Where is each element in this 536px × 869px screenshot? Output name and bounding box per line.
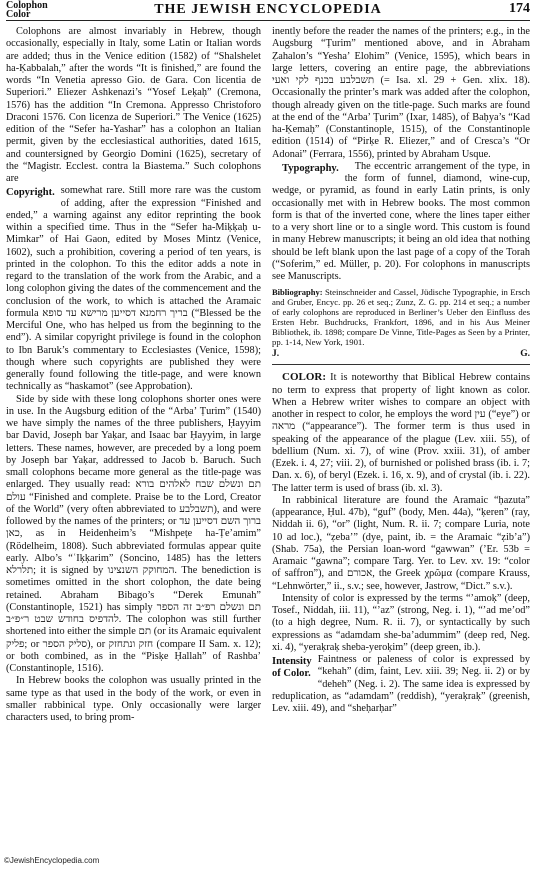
section-label-line1: Colophon	[6, 0, 48, 11]
paragraph-copyright	[6, 185, 261, 393]
paragraph-copyright-text: somewhat rare. Still more rare was the custom of adding, after the expression “Finished and ended,” a warning against any editor reprinting the book within a specified time. Thus in the “Sefer ha-Miḳḳaḥ u-Mimkar” of Hai Gaon, edited by Moses Mintz (Venice, 1602), such a prohibition, covering a period of ten years, is printed in the colophon. To this the editor adds a note in regard to the translation of the work from the Arabic, and a long colophon giving the dates of the commencement and the conclusion of the work, to which is attached the Aramaic formula בריך רחמנא דסייען מרישא עד סופא (“Blessed be the Merciful One, who has helped us from the beginning to the end”). A similar copyright privilege is found in the colophon to Ibn Baruk’s commentary to Ecclesiastes (Venice, 1598); though where such copyrights are published they were generally found following the title-page, and were known technically as “haskamot” (see Approbation).	[6, 185, 261, 393]
color-entry-heading: COLOR:	[282, 371, 326, 384]
left-column	[6, 26, 261, 724]
paragraph-typography	[272, 161, 530, 284]
entry-divider	[272, 364, 530, 365]
right-column	[272, 26, 530, 715]
paragraph-faintness	[272, 654, 530, 715]
paragraph-typography-text: The eccentric arrangement of the type, in the form of funnel, diamond, wine-cup, wedge, or pyramid, as found in early Latin prints, is only occasionally met with in Hebrew books. The most common form is that of the inverted cone, where the lines taper either to a very short line or to a single word. This custom is found in many Hebrew manuscripts; it being an old idea that nothing should be left blank upon the last page of a copy of the Torah (“Soferim,” ed. Müller, p. 20). For colophons in manuscripts see Manuscripts.	[272, 160, 530, 282]
paragraph-color-intro	[272, 371, 530, 495]
page-header	[6, 0, 530, 21]
intensity-sidehead-line1: Intensity	[272, 656, 312, 667]
paragraph-color-intro-text: It is noteworthy that Biblical Hebrew contains no term to express that property of light known as color. When a Hebrew writer wishes to compare an object with another in respect to color, he employs the word עין (“eye”) or מראה (“appearance”). The former term is thus used in speaking of the appearance of the plague (Lev. xiii. 55), of bdellium (Num. xi. 7), of wine (Prov. xxiii. 31), of amber (Ezek. i. 4, 27; viii. 2), of burnished or polished brass (ib. i. 7; Dan. x. 6), of beryl (Ezek. i. 16, x. 9), and of crystal (ib. i. 22). The latter term is used of brass (ib. xl. 3).	[272, 372, 531, 494]
paragraph-faintness-text: Faintness or paleness of color is expressed by “kehah” (dim, faint, Lev. xiii. 39; Neg. ii. 2) or by “deheh” (Neg. i. 2). The same idea is expressed by reduplication, as “adamdam” (reddish), “yeraḳraḳ” (greenish, Lev. xiii. 49), and “sheḥarḥar”	[272, 654, 530, 714]
typography-sidehead: Typography.	[282, 162, 339, 174]
intensity-sidehead	[272, 656, 312, 681]
signature-left: J.	[272, 349, 280, 360]
paragraph-colophon-type: In Hebrew books the colophon was usually printed in the same type as that used in the body of the work, or even in smaller rabbinical type. Only occasionally were larger characters used, to bring prom-	[6, 675, 261, 723]
page-title: THE JEWISH ENCYCLOPEDIA	[154, 2, 382, 17]
signature-right: G.	[520, 349, 530, 360]
page-number: 174	[509, 1, 530, 16]
paragraph-rabbinical: In rabbinical literature are found the Aramaic “ḥazuta” (appearance, Ḥul. 47b), “guf” (body, Men. 44a), “ḳeren” (ray, Niddah ii. 6), “or” (light, Num. R. ii. 7; compare Luria, note 10 ad loc.), “ẓeba’” (dye, paint, ib. = the Aramaic “ẓib’a”) (Shab. 75a), the Persian loan-word “gawwan” (’Er. 53b = Aramaic “gawna”; compare Targ. Yer. to Lev. xv. 19: “color of saffron”), and אכורם, the Greek χρῶμα (compare Krauss, “Lehnwörter,” ii., s.v.; see, however, Jastrow, “Dict.” s.v.).	[272, 494, 530, 592]
bibliography-text: Steinschneider and Cassel, Jüdische Typographie, in Ersch and Gruber, Encyc. pp. 26 et seq.; Zunz, Z. G. pp. 214 et seq.; a number of early colophons are reproduced in Berliner’s Ueber den Einfluss des Ersten Hebr. Buchdrucks, Frankfort, 1896, and in his Aus Meiner Bibliothek, ib. 1898; compare De Vinne, Title-Pages as Seen by a Printer, pp. 1-14, New York, 1901.	[272, 287, 531, 348]
author-signature	[272, 349, 530, 360]
copyright-footer: ©JewishEncyclopedia.com	[4, 856, 100, 865]
paragraph-printers-names: inently before the reader the names of the printers; e.g., in the Augsburg “Ṭurim” mentioned above, and in Abraham Ẓahalon’s “Yesha’ Elohim” (Venice, 1595), which bears in large letters, covering an entire page, the abbreviations תשבלבע בכנף לקי ואעי (= Isa. xl. 29 + Gen. xlix. 18). Occasionally the printer’s mark was added after the colophon, though already given on the title-page. Such marks are found at the end of the “Arba’ Ṭurim” (Ixar, 1485), of Baḥya’s “Kad ha-Ḳemaḥ” (Constantinople, 1515), of the Constantinople edition (1514) of “Pirḳe R. Eliezer,” and of Cresca’s “Or Adonai” (Ferrara, 1556), printed by Abraham Usque.	[272, 26, 530, 160]
section-label-line2: Color	[6, 9, 31, 20]
copyright-sidehead: Copyright.	[6, 187, 55, 199]
bibliography	[272, 287, 530, 347]
bibliography-label: Bibliography:	[272, 287, 323, 298]
paragraph-short-colophons: Side by side with these long colophons shorter ones were in use. In the Augsburg edition of the “Arba’ Ṭurim” (1540) we have simply the names of the three publishers, Ḥayyim bar David, Joseph bar Yaḳar, and Isaac bar Ḥayyim, in large letters. These names, however, are preceded by a long poem by Joseph bar Yaḳar, addressed to Jacob b. Baruch. Such small colophons became more general as the title-page was enlarged. They usually read: תם ונשלם שבח לאלהים בורא עולם “Finished and complete. Praise be to the Lord, Creator of the World” (very often abbreviated to תשבלבע), and were followed by the names of the printers; or ברוך השם דסייען עד כאן, as in Heidenheim’s “Mishpeṭe ha-Ṭe’amim” (Rödelheim, 1808). Such abbreviated formulas appear quite early. Albo’s “ʿIḳḳarim” (Soncino, 1485) has the letters תלרלא; it is signed by המחוקק השנצינו. The benediction is sometimes omitted in the short colophon, the date being retained. Abraham Bibago’s “Derek Emunah” (Constantinople, 1521) has simply תם ונשלם רפ״ב זה הספר להדפיס בחודש שבט ר״פ״ב. The colophon was still further shortened into either the simple תם (or its Aramaic equivalent פליק; or סליק הספר), or חזק ונתחזק (compare II Sam. x. 12); or both combined, as in the “Pisḳe Ḥallah” of Rashba’ (Constantinople, 1516).	[6, 393, 262, 674]
paragraph-intensity: Intensity of color is expressed by the terms “’amoḳ” (deep, Tosef., Niddah, iii. 11), “’az” (strong, Neg. i. 1), “’ad me’od” (to a high degree, Num. R. ii. 7), or syntactically by such expressions as “adamdam she-ba’adummim” (deep red, Neg. xi. 4), “yeraḳraḳ sheba-yeroḳim” (deep green, ib.).	[272, 592, 530, 653]
paragraph-colophon-languages: Colophons are almost invariably in Hebrew, though occasionally, especially in Italy, some Latin or Italian words are added; thus in the Venice edition (1582) of “Shalshelet ha-Ḳabbalah,” after the words “It is finished,” are found the words “In Venetia apresso Gio. de Gara. Con licentia de Superiori.” Eliezer Ashkenazi’s “Yosef Leḳaḥ” (Cremona, 1576) has the addition “In Cremona. Appresso Christoforo Draconi 1576. Con licenza de Superiori.” The Venice (1625) edition of the “Sefer ha-Yashar” has a colophon an Italian permit, given by the ecclesiastical authorities, dated 1615, and countersigned by Georgio Domini (1625), secretary of the “Magistr. Ecclest. contra la Biastema.” Such colophons are	[6, 26, 261, 184]
intensity-sidehead-line2: of Color.	[272, 668, 311, 680]
